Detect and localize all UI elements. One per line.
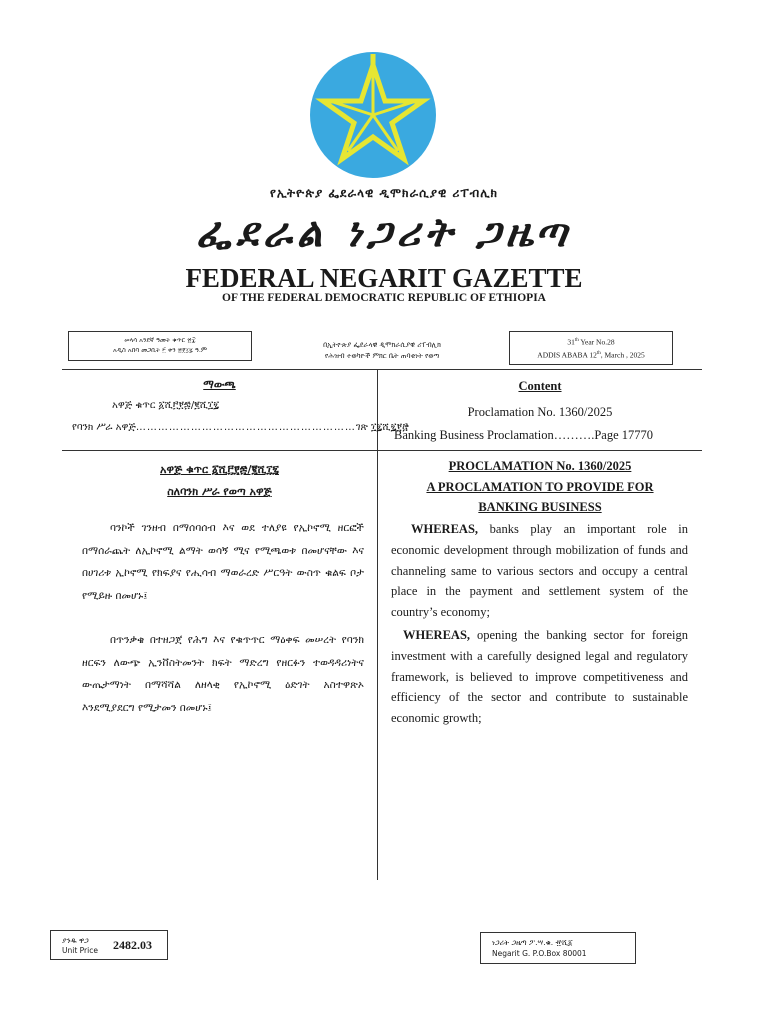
contents-entry-amharic	[72, 422, 409, 433]
english-republic-name: OF THE FEDERAL DEMOCRATIC REPUBLIC OF ETHIOPIA	[222, 292, 546, 304]
contents-entry-dots: ……………………………………………………	[135, 422, 356, 433]
issue-date-amharic: አዲስ አበባ መጋቢት ፫ ቀን ፳፻፲፯ ዓ.ም	[113, 346, 207, 354]
pobox-box	[480, 932, 636, 964]
ethiopian-emblem	[309, 51, 437, 179]
issue-info-amharic-box	[68, 331, 252, 361]
proclamation-number-english: PROCLAMATION No. 1360/2025	[448, 459, 632, 473]
proclamation-name-english-2: BANKING BUSINESS	[478, 500, 602, 514]
contents-rule	[62, 450, 702, 451]
preamble-paragraph-english-2: WHEREAS, opening the banking sector for foreign investment with a carefully designed legal and regulatory framework, is believed to improve competitiveness and efficiency of the sector and contribute to sustainable economic growth;	[391, 628, 688, 726]
issuing-authority-line2: የሕዝብ ተወካዮች ምክር ቤት ጠባቂነት የወጣ	[324, 352, 440, 360]
unit-price-value: 2482.03	[113, 938, 152, 952]
proclamation-name-amharic: ስለባንክ ሥራ የወጣ አዋጅ	[167, 485, 272, 498]
contents-title-english: Content	[518, 379, 562, 393]
issue-date-english: ADDIS ABABA 12th, March , 2025	[537, 350, 645, 359]
contents-proclamation-amharic: አዋጅ ቁጥር ፩ሺ፫፻፷/፪ሺ፲፯	[112, 400, 220, 411]
contents-entry-title-amharic: የባንክ ሥራ አዋጅ	[72, 422, 136, 433]
issue-info-english-box	[509, 331, 673, 365]
proclamation-name-english-1: A PROCLAMATION TO PROVIDE FOR	[426, 479, 654, 494]
preamble-paragraph-amharic-1: ባንኮች ገንዘብ በማሰባሰብ እና ወደ ተለያዩ የኢኮኖሚ ዘርፎች በማሰራጨት ለኢኮኖሚ ልማት ወሳኝ ሚና የሚጫወቱ በመሆናቸው እና በሀገሪቱ ኢኮኖሚ የክፍያና የሒሳብ ማወራረድ ሥርዓት ውስጥ ቁልፍ ቦታ የሚይዙ በመሆኑ፤	[82, 522, 364, 602]
proclamation-title-amharic	[62, 459, 377, 503]
preamble-paragraph-amharic-2: በጥንቃቄ በተዘጋጀ የሕግ እና የቁጥጥር ማዕቀፍ መሠረት የባንክ ዘርፍን ለውጭ ኢንቨስትመንት ክፍት ማድረግ የዘርፉን ተወዳዳሪነትና ውጤታማነት በማሻሻል ለዘላቂ የኢኮኖሚ ዕድገት አስተዋጽኦ እንደሚያደርግ የሚታመን በመሆኑ፤	[82, 634, 364, 714]
proclamation-title-english	[378, 456, 702, 518]
top-rule	[62, 369, 702, 370]
amharic-gazette-title: ፌደራል ነጋሪት ጋዜጣ	[196, 210, 572, 256]
contents-entry-page-amharic: ገጽ ፲፯ሺ፯፻፸	[355, 422, 409, 433]
english-gazette-title: FEDERAL NEGARIT GAZETTE	[185, 263, 583, 293]
pobox-english: Negarit G. P.O.Box 80001	[492, 949, 587, 958]
unit-price-label: Unit Price	[62, 946, 98, 955]
issuing-authority	[262, 340, 502, 362]
unit-price-box	[50, 930, 168, 960]
contents-title-amharic: ማውጫ	[203, 378, 236, 391]
contents-proclamation-english: Proclamation No. 1360/2025	[467, 405, 613, 419]
preamble-paragraph-english-1: WHEREAS, banks play an important role in economic development through mobilization of funds and channeling same to various sectors and occupy a central place in the payment and settlement system of the country’s economy;	[391, 522, 688, 620]
issuing-authority-line1: በኢትዮጵያ ፌደራላዊ ዲሞክራሲያዊ ሪፐብሊክ	[323, 341, 441, 349]
amharic-republic-name: የኢትዮጵያ ፌደራላዊ ዲሞክራሲያዊ ሪፐብሊክ	[270, 186, 498, 200]
issue-year-amharic: ሠላሳ አንደኛ ዓመት ቁጥር ፳፰	[124, 336, 196, 344]
proclamation-number-amharic: አዋጅ ቁጥር ፩ሺ፫፻፷/፪ሺ፲፯	[160, 463, 279, 476]
contents-entry-english: Banking Business Proclamation……….Page 17770	[394, 428, 654, 442]
pobox-amharic: ነጋሪት ጋዜጣ ፖ.ሣ.ቁ. ፹ሺ፩	[492, 938, 573, 947]
column-divider	[377, 370, 378, 880]
issue-year-english: 31th Year No.28	[567, 337, 615, 347]
unit-price-label-amharic: ያንዱ ዋጋ	[62, 936, 89, 945]
